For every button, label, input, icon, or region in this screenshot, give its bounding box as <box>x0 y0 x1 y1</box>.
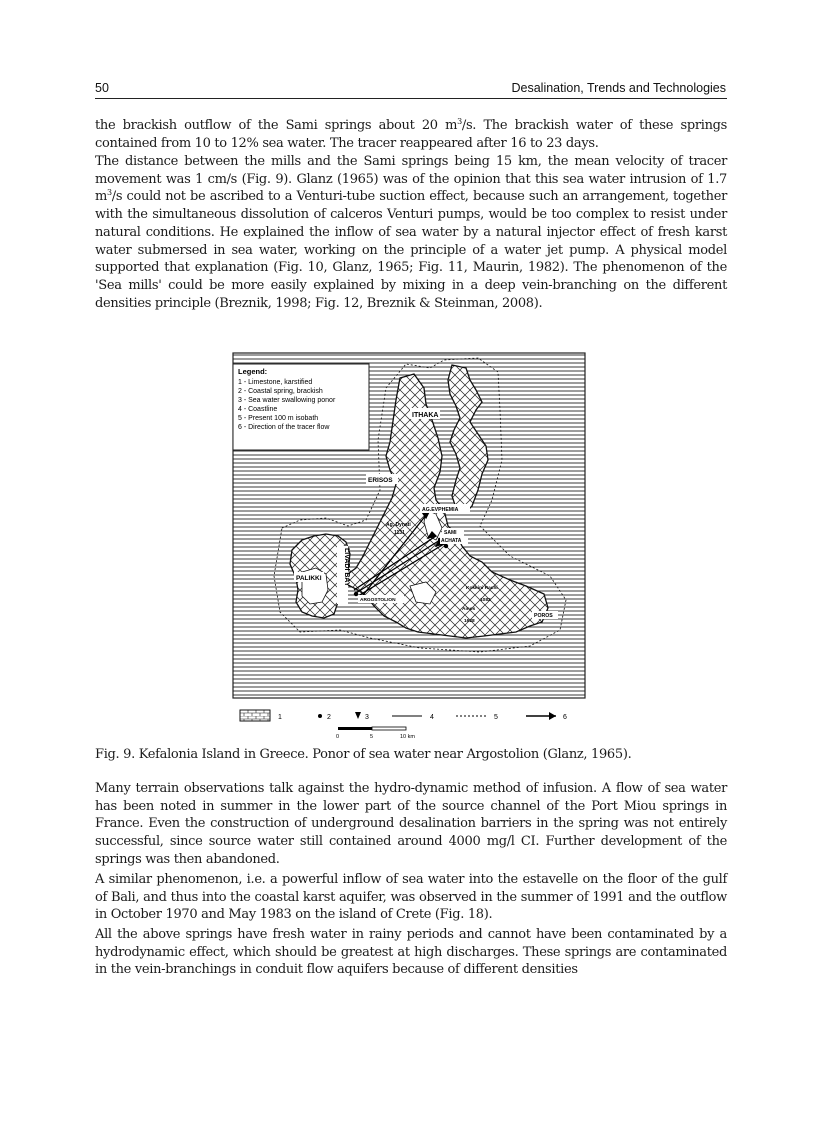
label-achata: ACHATA <box>441 538 462 544</box>
label-ag-dynati-height: 1131 <box>394 530 405 536</box>
running-header <box>95 80 727 99</box>
label-argostolion: ARGOSTOLION <box>360 598 396 603</box>
label-ag-dynati: Ag. Dynati <box>386 522 411 528</box>
paragraph-2 <box>95 153 727 312</box>
label-sami: SAMI <box>444 530 457 536</box>
legend-item: 6 - Direction of the tracer flow <box>238 424 330 431</box>
legend-item: 2 - Coastal spring, brackish <box>238 388 323 395</box>
label-poros: POROS <box>534 613 553 619</box>
scale-label: 10 km <box>400 734 415 740</box>
legend-item: 4 - Coastline <box>238 406 278 413</box>
scale-label: 0 <box>336 734 340 740</box>
label-palikki: PALIKKI <box>296 575 322 582</box>
key-number: 5 <box>494 714 498 721</box>
scale-bar <box>336 727 415 740</box>
page-number: 50 <box>95 81 109 95</box>
label-ithaka: ITHAKA <box>412 412 439 419</box>
paragraph-5: All the above springs have fresh water in rainy periods and cannot have been contaminated by a hydrodynamic effect, which should be greatest at high discharges. These springs are contaminated in the vein-branchings in conduit flow aquifers because of different densities <box>95 927 727 978</box>
key-number: 3 <box>365 714 369 721</box>
legend-item: 3 - Sea water swallowing ponor <box>238 397 336 404</box>
label-erisos: ERISOS <box>368 477 393 484</box>
paragraph-1 <box>95 117 727 152</box>
key-number: 4 <box>430 714 434 721</box>
scale-label: 5 <box>370 734 374 740</box>
label-kokkini-rachi: Kokkini Rachi <box>466 586 498 591</box>
superscript: 3 <box>107 188 112 198</box>
label-ag-evphemia: AG.EVPHEMIA <box>422 507 459 513</box>
label-livadi-bay: LIVADI BAY <box>343 548 350 587</box>
kefalonia-map-figure <box>230 350 588 742</box>
para2-text-b: /s could not be ascribed to a Venturi-tube suction effect, because such an arrangement, together with the simultaneous dissolution of calceros Venturi pumps, would be too complex to resist under natural conditions. He explained the inflow of sea water by a natural injector effect of fresh karst water submersed in sea water, working on the principle of a water jet pump. A physical model supported that explanation (Fig. 10, Glanz, 1965; Fig. 11, Maurin, 1982). The phenomenon of the 'Sea mills' could be more easily explained by mixing in a deep vein-branching on the different densities principle (Breznik, 1998; Fig. 12, Breznik & Steinman, 2008). <box>95 189 727 311</box>
book-title: Desalination, Trends and Technologies <box>511 81 726 95</box>
key-number: 1 <box>278 714 282 721</box>
paragraph-3: Many terrain observations talk against the hydro-dynamic method of infusion. A flow of sea water has been noted in summer in the lower part of the source channel of the Port Miou springs in France. Even the construction of underground desalination barriers in the spring was not entirely successful, since source water still contained around 4000 mg/l CI. Further development of the springs was then abandoned. <box>95 781 727 867</box>
legend-title: Legend: <box>238 367 268 376</box>
label-ainos: Ainos <box>462 607 476 612</box>
legend-item: 1 - Limestone, karstified <box>238 379 313 386</box>
label-kokkini-rachi-height: 1082 <box>480 598 491 603</box>
legend-item: 5 - Present 100 m isobath <box>238 415 319 422</box>
key-number: 6 <box>563 714 567 721</box>
paragraph-4: A similar phenomenon, i.e. a powerful inflow of sea water into the estavelle on the floor of the gulf of Bali, and thus into the coastal karst aquifer, was observed in the summer of 1991 and the outflow in October 1970 and May 1983 on the island of Crete (Fig. 18). <box>95 872 727 923</box>
figure-key <box>240 710 567 721</box>
key-number: 2 <box>327 714 331 721</box>
para1-text-b: /s. The brackish water of these springs contained from 10 to 12% sea water. The tracer reappeared after 16 to 23 days. <box>95 118 727 151</box>
para1-text-a: the brackish outflow of the Sami springs about 20 m <box>95 118 458 133</box>
para2-text-a: The distance between the mills and the Sami springs being 15 km, the mean velocity of tracer movement was 1 cm/s (Fig. 9). Glanz (1965) was of the opinion that this sea water intrusion of 1.7 m <box>95 154 727 205</box>
label-ainos-height: 1628 <box>464 619 475 624</box>
superscript: 3 <box>457 117 462 126</box>
figure-caption: Fig. 9. Kefalonia Island in Greece. Ponor of sea water near Argostolion (Glanz, 1965). <box>95 747 632 762</box>
